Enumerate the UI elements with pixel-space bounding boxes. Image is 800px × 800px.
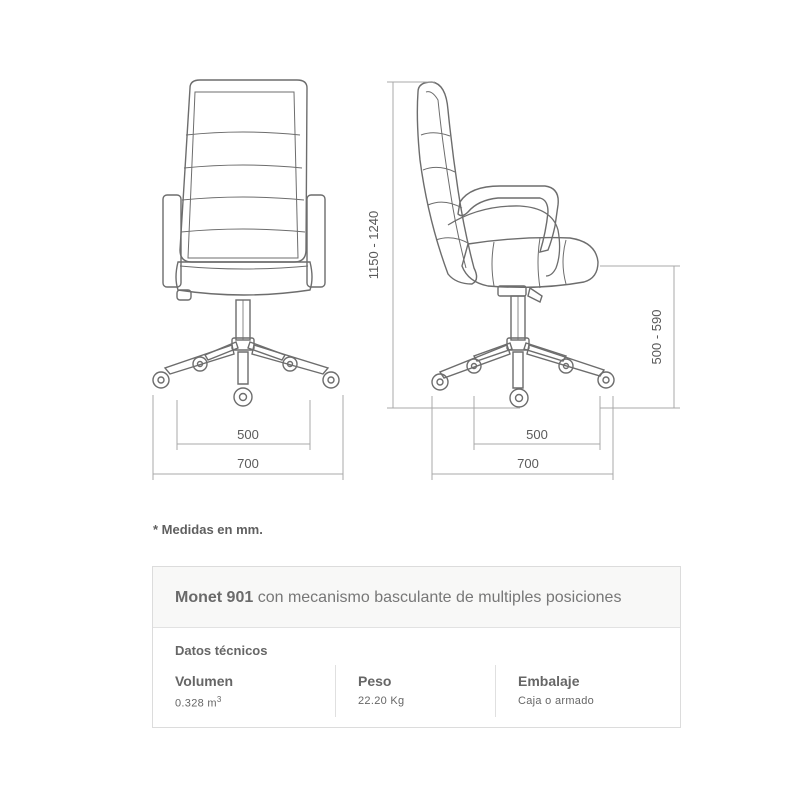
dim-side-base-depth: 700 [517, 456, 539, 471]
dim-front-seat-width: 500 [237, 427, 259, 442]
front-star-base [165, 345, 234, 374]
front-right-armrest [307, 195, 325, 287]
spec-volume [175, 665, 335, 717]
front-backrest [180, 80, 307, 262]
volume-value: 0.328 m [175, 697, 217, 710]
packaging-value: Caja o armado [518, 695, 595, 707]
packaging-label: Embalaje [518, 673, 580, 689]
volume-exponent: 3 [216, 695, 222, 704]
spec-weight [335, 665, 495, 717]
spec-header [153, 567, 680, 628]
weight-value: 22.20 Kg [358, 695, 405, 707]
side-seat [462, 238, 598, 288]
weight-label: Peso [358, 673, 392, 689]
front-view [153, 80, 339, 406]
product-line [175, 589, 621, 607]
product-description: con mecanismo basculante de multiples posiciones [253, 589, 622, 606]
dim-side-seat-depth: 500 [526, 427, 548, 442]
dim-seat-height: 500 - 590 [649, 309, 664, 365]
product-name: Monet 901 [175, 589, 254, 606]
dim-front-base-width: 700 [237, 456, 259, 471]
spec-box [152, 566, 681, 728]
side-backrest [417, 82, 476, 284]
side-armrest [458, 186, 558, 252]
side-view [417, 82, 614, 407]
volume-label: Volumen [175, 673, 234, 689]
measurement-note: * Medidas en mm. [153, 522, 263, 537]
dim-total-height: 1150 - 1240 [366, 210, 381, 280]
volume-value-line [175, 695, 335, 710]
spec-packaging [495, 665, 665, 717]
side-caster [432, 374, 448, 390]
front-left-armrest [163, 195, 181, 287]
dimension-lines [153, 82, 680, 480]
front-caster [153, 372, 169, 388]
spec-title: Datos técnicos [175, 643, 268, 658]
